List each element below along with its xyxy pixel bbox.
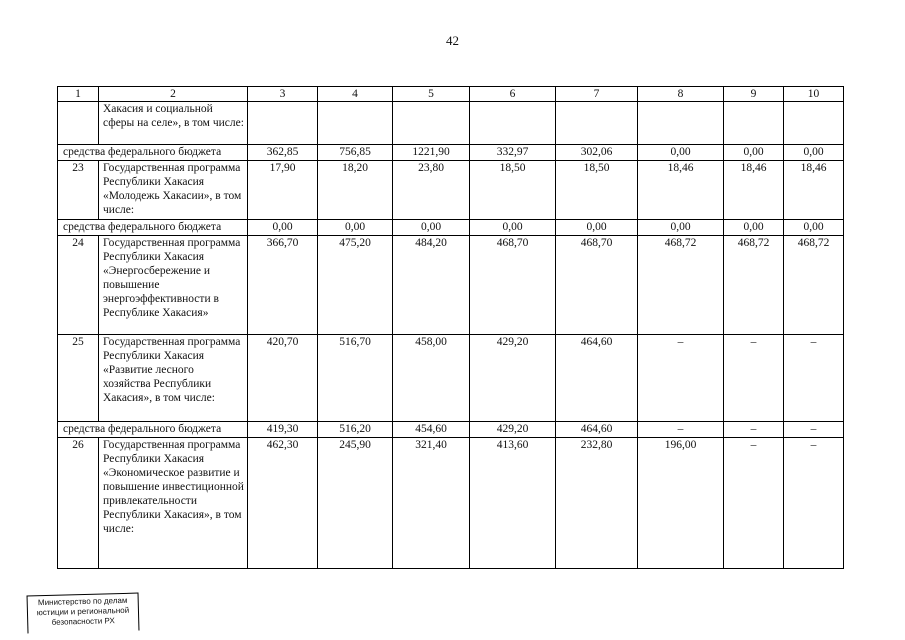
- value-cell: 516,70: [318, 335, 393, 422]
- value-cell: 18,46: [784, 161, 844, 220]
- header-cell: 6: [470, 87, 556, 102]
- value-cell: [318, 102, 393, 145]
- federal-budget-row: [58, 145, 844, 161]
- value-cell: 18,46: [724, 161, 784, 220]
- value-cell: [724, 102, 784, 145]
- value-cell: 18,50: [556, 161, 638, 220]
- program-name: Государственная программа Республики Хакасия «Развитие лесного хозяйства Республики Хакасия», в том числе:: [99, 335, 248, 422]
- stamp-line: юстиции и региональной: [36, 605, 130, 618]
- value-cell: [556, 102, 638, 145]
- row-label: средства федерального бюджета: [58, 220, 248, 236]
- program-name: Государственная программа Республики Хакасия «Экономическое развитие и повышение инвестиционной привлекательности Республики Хакасия», в том числе:: [99, 438, 248, 569]
- value-cell: 196,00: [638, 438, 724, 569]
- header-cell: 5: [393, 87, 470, 102]
- value-cell: 0,00: [724, 145, 784, 161]
- value-cell: 366,70: [248, 236, 318, 335]
- value-cell: 23,80: [393, 161, 470, 220]
- row-label: средства федерального бюджета: [58, 145, 248, 161]
- row-number: 23: [58, 161, 99, 220]
- program-row: [58, 236, 844, 335]
- value-cell: 413,60: [470, 438, 556, 569]
- program-row: [58, 102, 844, 145]
- program-row: [58, 161, 844, 220]
- value-cell: 458,00: [393, 335, 470, 422]
- row-number: [58, 102, 99, 145]
- value-cell: 462,30: [248, 438, 318, 569]
- value-cell: 475,20: [318, 236, 393, 335]
- value-cell: 516,20: [318, 422, 393, 438]
- value-cell: 245,90: [318, 438, 393, 569]
- value-cell: 0,00: [724, 220, 784, 236]
- value-cell: 420,70: [248, 335, 318, 422]
- value-cell: 0,00: [638, 220, 724, 236]
- value-cell: 1221,90: [393, 145, 470, 161]
- value-cell: –: [638, 422, 724, 438]
- row-number: 25: [58, 335, 99, 422]
- value-cell: 419,30: [248, 422, 318, 438]
- header-cell: 1: [58, 87, 99, 102]
- budget-table: [57, 86, 844, 569]
- program-name: Государственная программа Республики Хакасия «Энергосбережение и повышение энергоэффективности в Республике Хакасия»: [99, 236, 248, 335]
- value-cell: 484,20: [393, 236, 470, 335]
- value-cell: 0,00: [638, 145, 724, 161]
- value-cell: 0,00: [556, 220, 638, 236]
- value-cell: 0,00: [393, 220, 470, 236]
- value-cell: 18,50: [470, 161, 556, 220]
- value-cell: –: [784, 438, 844, 569]
- value-cell: [470, 102, 556, 145]
- value-cell: –: [784, 422, 844, 438]
- table-body: [58, 87, 844, 569]
- value-cell: 362,85: [248, 145, 318, 161]
- program-row: [58, 335, 844, 422]
- value-cell: 756,85: [318, 145, 393, 161]
- page-number: 42: [446, 33, 459, 48]
- value-cell: 468,70: [556, 236, 638, 335]
- value-cell: 429,20: [470, 335, 556, 422]
- federal-budget-row: [58, 422, 844, 438]
- value-cell: [248, 102, 318, 145]
- value-cell: –: [784, 335, 844, 422]
- header-cell: 9: [724, 87, 784, 102]
- value-cell: [393, 102, 470, 145]
- value-cell: –: [724, 438, 784, 569]
- value-cell: 321,40: [393, 438, 470, 569]
- value-cell: [638, 102, 724, 145]
- value-cell: 0,00: [318, 220, 393, 236]
- program-name: Хакасия и социальной сферы на селе», в том числе:: [99, 102, 248, 145]
- value-cell: 429,20: [470, 422, 556, 438]
- header-cell: 2: [99, 87, 248, 102]
- header-cell: 10: [784, 87, 844, 102]
- value-cell: 232,80: [556, 438, 638, 569]
- program-name: Государственная программа Республики Хакасия «Молодежь Хакасии», в том числе:: [99, 161, 248, 220]
- value-cell: 0,00: [248, 220, 318, 236]
- program-row: [58, 438, 844, 569]
- value-cell: –: [724, 422, 784, 438]
- value-cell: 18,20: [318, 161, 393, 220]
- value-cell: 18,46: [638, 161, 724, 220]
- row-number: 26: [58, 438, 99, 569]
- value-cell: 468,72: [784, 236, 844, 335]
- value-cell: 0,00: [784, 145, 844, 161]
- header-cell: 3: [248, 87, 318, 102]
- federal-budget-row: [58, 220, 844, 236]
- value-cell: 468,72: [724, 236, 784, 335]
- value-cell: 454,60: [393, 422, 470, 438]
- registration-stamp: [27, 593, 140, 634]
- header-cell: 7: [556, 87, 638, 102]
- value-cell: 0,00: [470, 220, 556, 236]
- value-cell: 464,60: [556, 335, 638, 422]
- row-number: 24: [58, 236, 99, 335]
- value-cell: 302,06: [556, 145, 638, 161]
- value-cell: 17,90: [248, 161, 318, 220]
- value-cell: 0,00: [784, 220, 844, 236]
- value-cell: –: [724, 335, 784, 422]
- row-label: средства федерального бюджета: [58, 422, 248, 438]
- header-cell: 4: [318, 87, 393, 102]
- value-cell: [784, 102, 844, 145]
- value-cell: 468,70: [470, 236, 556, 335]
- value-cell: 332,97: [470, 145, 556, 161]
- header-cell: 8: [638, 87, 724, 102]
- stamp-line: безопасности РХ: [51, 616, 115, 627]
- value-cell: –: [638, 335, 724, 422]
- stamp-line: Министерство по делам: [37, 595, 128, 608]
- header-row: [58, 87, 844, 102]
- value-cell: 464,60: [556, 422, 638, 438]
- value-cell: 468,72: [638, 236, 724, 335]
